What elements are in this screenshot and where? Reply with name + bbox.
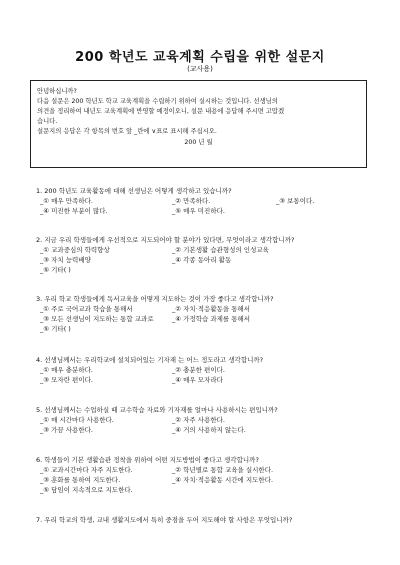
answer-option[interactable]: _① 교과시간마다 자주 지도한다. [40, 466, 133, 474]
answer-option[interactable]: _④ 미진한 부분이 많다. [40, 207, 108, 215]
answer-option[interactable]: _③ 보통이다. [276, 197, 315, 205]
answer-option[interactable]: _④ 거의 사용하지 않는다. [172, 426, 246, 434]
answer-option[interactable]: _② 자치·적응활동을 통해서 [172, 305, 251, 313]
notice-line: 습니다. [37, 118, 58, 125]
question-6 [36, 455, 376, 495]
question-text: 2. 지금 우리 학생들에게 우선적으로 지도되어야 할 분야가 있다면, 무엇이라고 생각합니까? [36, 236, 295, 244]
survey-subtitle: (교사용) [187, 65, 213, 73]
answer-option[interactable]: _④ 매우 모자라다 [172, 376, 223, 384]
notice-date: 200 년 월 [184, 139, 213, 146]
question-4 [36, 355, 376, 385]
answer-option-other[interactable]: _⑤ 기타( ) [40, 325, 71, 333]
notice-line: 다음 설문은 200 학년도 학교 교육계획을 수립하기 위하여 실시하는 것입니다. 선생님의 [37, 98, 278, 105]
answer-option[interactable]: _① 교과중심의 학력향상 [40, 246, 110, 254]
answer-option[interactable]: _③ 모든 선생님이 지도하는 통합 교과로 [40, 315, 154, 323]
answer-option[interactable]: _④ 가정학습 과제를 통해서 [172, 315, 251, 323]
answer-option[interactable]: _⑤ 매우 미진하다. [172, 207, 225, 215]
question-text: 7. 우리 학교의 학생, 교내 생활지도에서 특히 중점을 두어 지도해야 할 사항은 무엇입니까? [36, 516, 293, 524]
answer-option[interactable]: _④ 자치·적응활동 시간에 지도한다. [172, 476, 274, 484]
notice-box [30, 80, 367, 168]
answer-option[interactable]: _③ 가끔 사용한다. [40, 426, 93, 434]
notice-instruction: 설문지의 응답은 각 항목의 번호 앞 _란에 ∨표로 표시해 주십시오. [37, 128, 217, 135]
answer-option[interactable]: _③ 모자란 편이다. [40, 376, 93, 384]
notice-line: 의견을 정리하여 내년도 교육계획에 반영할 예정이오니, 설문 내용에 응답해 주시면 고맙겠 [37, 108, 285, 115]
answer-option[interactable]: _② 만족하다. [172, 197, 211, 205]
question-text: 1. 200 학년도 교육활동에 대해 선생님은 어떻게 생각하고 있습니까? [36, 187, 232, 195]
answer-option[interactable]: _① 매 시간마다 사용한다. [40, 416, 114, 424]
answer-option[interactable]: _① 매우 충분하다. [40, 366, 93, 374]
answer-option[interactable]: _② 자주 사용한다. [172, 416, 225, 424]
answer-option-other[interactable]: _⑤ 기타( ) [40, 266, 71, 274]
question-7 [36, 515, 376, 525]
answer-option[interactable]: _② 학년별로 통합 교육을 실시한다. [172, 466, 274, 474]
answer-option[interactable]: _② 기본생활 습관형성의 인성교육 [172, 246, 269, 254]
notice-greeting: 안녕하십니까? [37, 88, 77, 95]
question-text: 5. 선생님께서는 수업하실 때 교수학습 자료와 기자재를 얼마나 사용하시는 편입니까? [36, 406, 278, 414]
question-3 [36, 294, 376, 334]
question-1 [36, 186, 376, 216]
answer-option[interactable]: _③ 훈화를 통하여 지도한다. [40, 476, 121, 484]
question-text: 3. 우리 학교 학생들에게 독서교육을 어떻게 지도하는 것이 가장 좋다고 생각합니까? [36, 295, 274, 303]
answer-option[interactable]: _④ 각종 동아리 활동 [172, 256, 232, 264]
answer-option[interactable]: _③ 자치 능력배양 [40, 256, 91, 264]
question-text: 4. 선생님께서는 우리학교에 설치되어있는 기자재 는 어느 정도라고 생각합니까? [36, 356, 264, 364]
question-5 [36, 405, 376, 435]
answer-option[interactable]: _① 주로 국어교과 학습을 통해서 [40, 305, 133, 313]
survey-title: 200 학년도 교육계획 수립을 위한 설문지 [75, 50, 325, 65]
answer-option[interactable]: _② 충분한 편이다. [172, 366, 225, 374]
answer-option[interactable]: _① 매우 만족하다. [40, 197, 93, 205]
answer-option[interactable]: _⑤ 담임이 지속적으로 지도한다. [40, 486, 133, 494]
question-text: 6. 학생들이 기본 생활습관 정착을 위하여 어떤 지도방법이 좋다고 생각합니까? [36, 456, 259, 464]
question-2 [36, 235, 376, 275]
